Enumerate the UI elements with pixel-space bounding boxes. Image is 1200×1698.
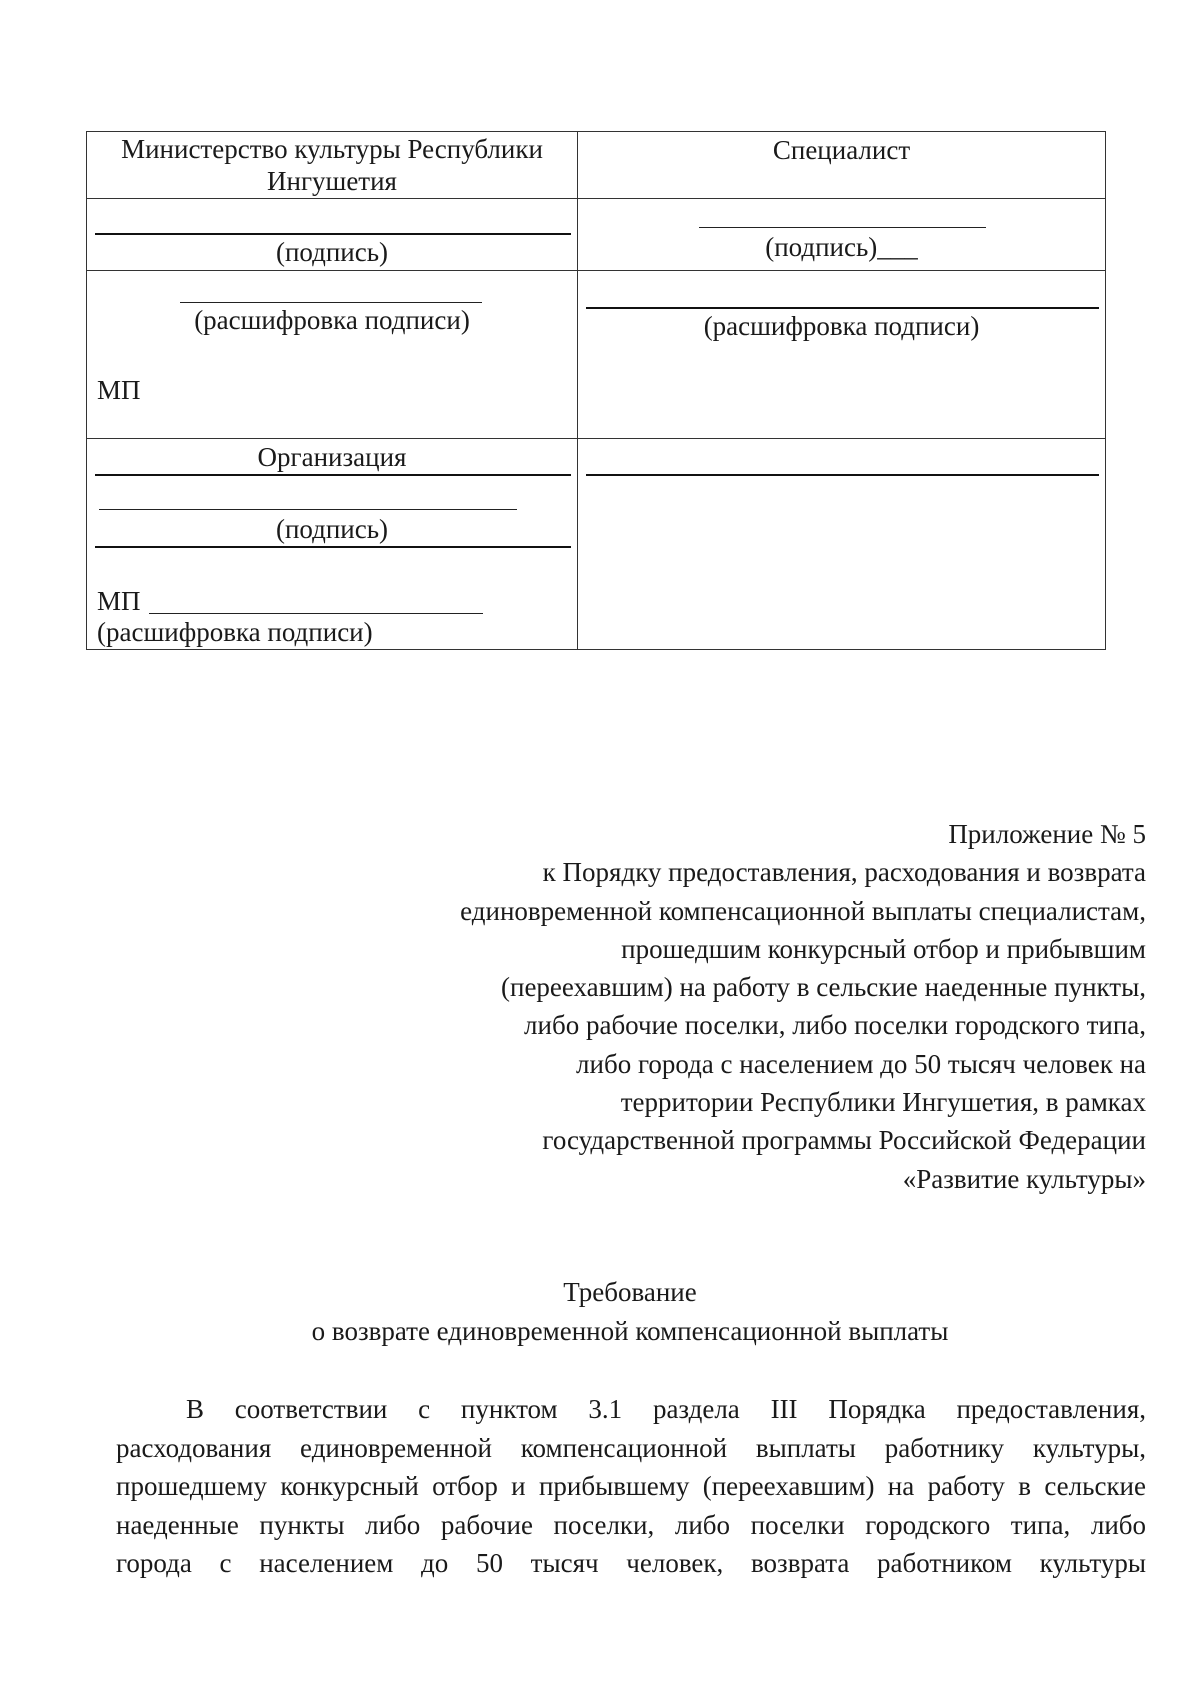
organization-cell xyxy=(87,439,578,650)
ministry-decode-caption: (расшифровка подписи) xyxy=(194,305,470,335)
specialist-header-cell xyxy=(578,132,1106,199)
body-line: города с населением до 50 тысяч человек, возврата работником культуры xyxy=(116,1548,1146,1578)
ministry-signature-cell xyxy=(87,199,578,271)
specialist-decode-caption: (расшифровка подписи) xyxy=(703,311,980,341)
body-line: расходования единовременной компенсационной выплаты работнику культуры, xyxy=(116,1432,1146,1463)
appendix-line: Приложение № 5 xyxy=(948,819,1146,849)
signature-line xyxy=(95,233,571,235)
organization-name-line xyxy=(95,474,571,476)
signature-line xyxy=(99,509,517,510)
organization-seal-mark: МП xyxy=(97,586,141,616)
signature-underline xyxy=(95,546,571,548)
body-paragraph xyxy=(116,1390,1146,1583)
appendix-line: к Порядку предоставления, расходования и возврата xyxy=(542,857,1146,888)
appendix-heading xyxy=(366,815,1146,1198)
decode-line xyxy=(180,302,482,303)
signature-table xyxy=(86,131,1106,650)
appendix-line: либо города с населением до 50 тысяч человек на xyxy=(576,1048,1146,1079)
appendix-line: единовременной компенсационной выплаты специалистам, xyxy=(460,895,1146,926)
specialist-signature-caption: (подпись)___ xyxy=(765,232,918,262)
appendix-line: государственной программы Российской Федерации xyxy=(542,1125,1146,1156)
organization-right-line xyxy=(586,474,1099,476)
appendix-line: либо рабочие поселки, либо поселки городского типа, xyxy=(524,1010,1146,1041)
ministry-name-line-1: Министерство культуры Республики xyxy=(121,134,543,164)
organization-signature-caption: (подпись) xyxy=(275,514,389,544)
document-subtitle: о возврате единовременной компенсационной выплаты xyxy=(311,1316,949,1346)
decode-line xyxy=(149,613,483,614)
ministry-signature-caption: (подпись) xyxy=(275,237,389,267)
ministry-name-line-2: Ингушетия xyxy=(267,166,397,196)
appendix-line: территории Республики Ингушетия, в рамках xyxy=(620,1087,1146,1118)
organization-label: Организация xyxy=(257,442,407,472)
appendix-line: «Развитие культуры» xyxy=(902,1163,1146,1194)
organization-right-cell xyxy=(578,439,1106,650)
specialist-header: Специалист xyxy=(772,135,911,165)
ministry-header-cell xyxy=(87,132,578,199)
appendix-line: (переехавшим) на работу в сельские наеденные пункты, xyxy=(501,972,1146,1003)
document-title: Требование xyxy=(563,1277,697,1307)
ministry-decode-cell xyxy=(87,271,578,439)
signature-line xyxy=(699,227,986,228)
organization-decode-caption: (расшифровка подписи) xyxy=(97,617,373,647)
specialist-signature-cell xyxy=(578,199,1106,271)
body-line: наеденные пункты либо рабочие поселки, либо поселки городского типа, либо xyxy=(116,1509,1146,1540)
decode-line xyxy=(586,307,1099,309)
ministry-seal-mark: МП xyxy=(97,375,141,405)
body-line: В соответствии с пунктом 3.1 раздела III Порядка предоставления, xyxy=(186,1394,1146,1424)
appendix-line: прошедшим конкурсный отбор и прибывшим xyxy=(621,933,1146,964)
body-line: прошедшему конкурсный отбор и прибывшему (переехавшим) на работу в сельские xyxy=(116,1471,1146,1501)
specialist-decode-cell xyxy=(578,271,1106,439)
